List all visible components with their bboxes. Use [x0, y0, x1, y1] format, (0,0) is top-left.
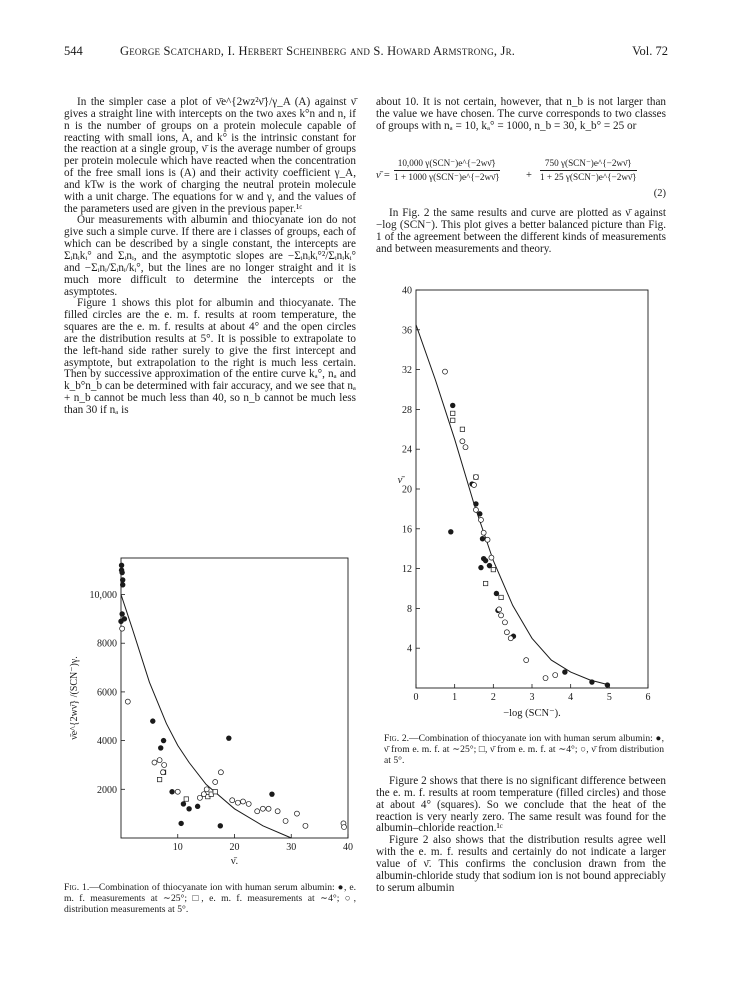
data-point-open — [460, 439, 465, 444]
paragraph: In the simpler case a plot of ν̄e^{2wz²ν̄}/γ_A (A) against ν̄ gives a straight line with intercepts on the two axes k°n and n, if n is the number of groups on a protein molecule capable of reacting with small ions, A, and k° is the intrinsic constant for the reaction at a single group, ν̄ is the average number of groups per protein molecule which have reacted when the concentration of the free small ions is (A) and their activity coefficient γ_A, and kTw is the work of charging the neutral protein molecule with a unit charge. The equations for w and γ, and the values of the parameters used are given in the previous paper.¹ᶜ — [64, 96, 356, 215]
data-point-square — [451, 418, 455, 422]
data-point-square — [460, 427, 464, 431]
y-axis-label: ν̄e^{2wν̄} /(SCN⁻)γ. — [69, 656, 80, 740]
y-tick-label: 6000 — [97, 687, 117, 699]
data-point-filled — [473, 501, 478, 506]
y-tick-label: 4 — [407, 643, 412, 655]
x-tick-label: 3 — [529, 692, 535, 703]
data-point-open — [497, 607, 502, 612]
data-point-open — [504, 630, 509, 635]
data-point-filled — [494, 591, 499, 596]
data-point-filled — [120, 577, 125, 582]
x-tick-label: 30 — [286, 842, 297, 853]
data-point-open — [241, 799, 246, 804]
data-point-open — [472, 483, 477, 488]
equation-numerator: 10,000 γ(SCN⁻)e^{−2wν̄} — [394, 158, 500, 171]
data-point-square — [213, 790, 217, 794]
plot-frame — [121, 558, 348, 838]
equation-number: (2) — [653, 188, 666, 199]
x-tick-label: 20 — [229, 842, 240, 853]
x-tick-label: 4 — [568, 692, 574, 703]
data-point-open — [213, 780, 218, 785]
data-point-open — [275, 809, 280, 814]
left-column-text — [64, 97, 356, 417]
x-tick-label: 1 — [452, 692, 458, 703]
data-point-open — [255, 809, 260, 814]
data-point-open — [342, 825, 347, 830]
data-point-open — [283, 818, 288, 823]
data-point-square — [451, 411, 455, 415]
right-column-text-top — [376, 97, 666, 133]
right-column-text-mid — [376, 208, 666, 255]
caption-text: —Combination of thiocyanate ion with human serum albumin: ●, ν̄ from e. m. f. at ∼25°; □, ν̄ from e. m. f. at ∼4°; ○, ν̄ from distribution at 5°. — [384, 733, 664, 767]
data-point-open — [152, 760, 157, 765]
y-tick-label: 2000 — [97, 784, 117, 796]
x-tick-label: 40 — [343, 842, 353, 853]
data-point-open — [160, 770, 165, 775]
data-point-open — [197, 795, 202, 800]
data-point-filled — [605, 682, 610, 687]
data-point-open — [260, 806, 265, 811]
equation-denominator: 1 + 1000 γ(SCN⁻)e^{−2wν̄} — [394, 172, 500, 182]
data-point-open — [524, 658, 529, 663]
y-tick-label: 8 — [407, 603, 412, 615]
running-header — [64, 44, 668, 60]
data-point-filled — [158, 745, 163, 750]
data-point-open — [481, 530, 486, 535]
data-point-open — [294, 811, 299, 816]
equation-numerator: 750 γ(SCN⁻)e^{−2wν̄} — [540, 158, 637, 171]
figure-1-caption — [64, 882, 356, 916]
data-point-filled — [119, 563, 124, 568]
data-point-filled — [589, 679, 594, 684]
data-point-filled — [120, 582, 125, 587]
data-point-square — [491, 567, 495, 571]
y-tick-label: 16 — [402, 524, 412, 536]
x-tick-label: 0 — [413, 692, 419, 703]
data-point-open — [463, 445, 468, 450]
figure-label: Fig. 1. — [64, 882, 90, 893]
caption-text: —Combination of thiocyanate ion with human serum albumin: ●, e. m. f. measurements at ∼25°; □, e. m. f. measurements at ∼4°; ○, distribution measurements at 5°. — [64, 882, 356, 916]
x-tick-label: 5 — [606, 692, 612, 703]
x-tick-label: 6 — [645, 692, 651, 703]
x-axis-label: ν̄. — [230, 856, 239, 867]
data-point-filled — [150, 718, 155, 723]
figure-2-caption — [384, 733, 664, 767]
data-point-open — [478, 517, 483, 522]
data-point-open — [266, 806, 271, 811]
data-point-filled — [181, 801, 186, 806]
data-point-open — [543, 676, 548, 681]
data-point-open — [125, 699, 130, 704]
data-point-open — [230, 798, 235, 803]
data-point-open — [489, 555, 494, 560]
data-point-open — [508, 636, 513, 641]
x-axis-label: −log (SCN⁻). — [503, 708, 561, 719]
data-point-open — [303, 823, 308, 828]
data-point-filled — [122, 616, 127, 621]
x-tick-label: 10 — [172, 842, 183, 853]
data-point-filled — [562, 669, 567, 674]
data-point-filled — [483, 558, 488, 563]
paragraph: In Fig. 2 the same results and curve are plotted as ν̄ against −log (SCN⁻). This plot gives a better balanced picture than Fig. 1 of the agreement between the different kinds of measurements and between measurements and theory. — [376, 207, 666, 255]
equation-denominator: 1 + 25 γ(SCN⁻)e^{−2wν̄} — [540, 172, 637, 182]
data-point-open — [553, 673, 558, 678]
right-column-text-bottom — [376, 776, 666, 894]
data-point-open — [443, 369, 448, 374]
equation-2 — [376, 158, 666, 198]
data-point-open — [499, 613, 504, 618]
data-point-open — [235, 800, 240, 805]
equation-fraction-1 — [394, 158, 500, 183]
paragraph: Figure 2 also shows that the distribution results agree well with the e. m. f. results and certainly do not indicate a larger value of ν̄. This confirms the conclusion drawn from the albumin-chloride study that sodium ion is not bound appreciably to serum albumin — [376, 834, 666, 894]
data-point-open — [162, 762, 167, 767]
figure-1-plot — [64, 548, 364, 878]
y-tick-label: 28 — [402, 404, 412, 416]
equation-fraction-2 — [540, 158, 637, 183]
data-point-filled — [195, 804, 200, 809]
data-point-open — [485, 537, 490, 542]
y-tick-label: 40 — [402, 285, 412, 297]
y-tick-label: 10,000 — [89, 590, 117, 602]
data-point-filled — [161, 738, 166, 743]
data-point-open — [218, 770, 223, 775]
equation-plus: + — [526, 170, 532, 181]
data-point-square — [483, 581, 487, 585]
volume-label: Vol. 72 — [632, 44, 668, 58]
data-point-filled — [477, 511, 482, 516]
data-point-open — [204, 787, 209, 792]
y-tick-label: 4000 — [97, 736, 117, 748]
data-point-filled — [178, 821, 183, 826]
data-point-square — [499, 595, 503, 599]
data-point-open — [502, 620, 507, 625]
data-point-filled — [169, 789, 174, 794]
data-point-open — [120, 626, 125, 631]
data-point-filled — [119, 570, 124, 575]
data-point-open — [201, 792, 206, 797]
data-point-filled — [226, 735, 231, 740]
data-point-open — [246, 801, 251, 806]
data-point-open — [473, 475, 478, 480]
y-tick-label: 32 — [402, 365, 412, 377]
data-point-filled — [186, 806, 191, 811]
running-head-authors: George Scatchard, I. Herbert Scheinberg and S. Howard Armstrong, Jr. — [120, 44, 516, 58]
plot-frame — [416, 290, 648, 688]
y-tick-label: 24 — [402, 444, 412, 456]
figure-2-plot — [384, 282, 674, 727]
data-point-filled — [448, 529, 453, 534]
y-tick-label: 20 — [402, 484, 412, 496]
data-point-square — [157, 777, 161, 781]
theory-curve — [416, 325, 609, 685]
paragraph: Figure 1 shows this plot for albumin and thiocyanate. The filled circles are the e. m. f. results at room temperature, the squares are the e. m. f. results at about 4° and the open circles are the distribution results at 5°. It is possible to extrapolate to the left-hand side rather surely to give the first intercept and asymptote, but extrapolation to the right is much less certain. Then by successive approximation of the entire curve kₐ°, nₐ and k_b°n_b can be determined with fair accuracy, and we see that nₐ + n_b cannot be much less than 40, so n_b cannot be much less than 30 if nₐ is — [64, 297, 356, 416]
y-tick-label: 12 — [402, 564, 412, 576]
x-tick-label: 2 — [490, 692, 496, 703]
page-number: 544 — [64, 44, 83, 58]
y-tick-label: 36 — [402, 325, 412, 337]
paragraph: Figure 2 shows that there is no significant difference between the e. m. f. results at room temperature (filled circles) and those at about 4° (squares). So we conclude that the heat of the reaction is very nearly zero. The same result was found for the albumin–chloride reaction.¹ᶜ — [376, 775, 666, 835]
data-point-open — [473, 507, 478, 512]
paragraph: Our measurements with albumin and thiocyanate ion do not give such a simple curve. If there are i classes of groups, each of which can be described by a single constant, the intercepts are Σᵢnᵢkᵢ° and Σᵢnᵢ, and the asymptotic slopes are −Σᵢnᵢkᵢ°²/Σᵢnᵢkᵢ° and −Σᵢnᵢ/Σᵢnᵢ/kᵢ°, but the lines are no longer straight and it is much more difficult to determine the intercepts or the asymptotes. — [64, 214, 356, 298]
y-tick-label: 8000 — [97, 638, 117, 650]
paragraph: about 10. It is not certain, however, that n_b is not larger than the value we have chosen. The curve corresponds to two classes of groups with nₐ = 10, kₐ° = 1000, n_b = 30, k_b° = 25 or — [376, 96, 666, 132]
data-point-filled — [218, 823, 223, 828]
data-point-open — [157, 758, 162, 763]
y-axis-label: ν̄ — [397, 475, 403, 487]
data-point-filled — [478, 565, 483, 570]
data-point-filled — [269, 791, 274, 796]
data-point-square — [184, 797, 188, 801]
theory-curve — [121, 595, 291, 839]
data-point-filled — [480, 536, 485, 541]
equation-lhs: ν̄ = — [376, 170, 391, 181]
data-point-open — [175, 789, 180, 794]
figure-label: Fig. 2. — [384, 733, 410, 744]
data-point-filled — [450, 403, 455, 408]
data-point-filled — [119, 611, 124, 616]
